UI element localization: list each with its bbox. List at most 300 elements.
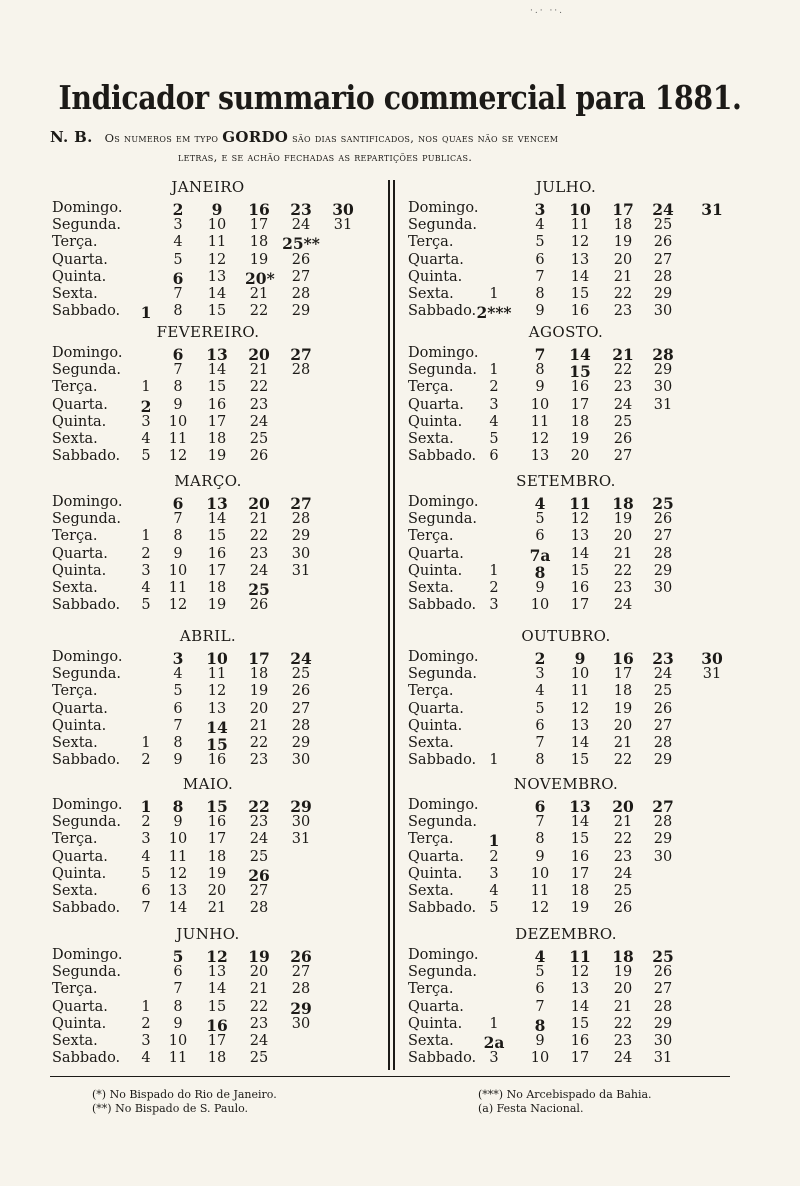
day-number: 7 xyxy=(173,717,183,734)
day-number: 23 xyxy=(249,752,269,769)
day-number: 1 xyxy=(489,286,499,302)
weekday-row xyxy=(52,701,392,718)
note-label: N. B. xyxy=(50,128,93,146)
day-number: 26 xyxy=(653,964,673,981)
month-name: ABRIL. xyxy=(179,627,237,645)
day-number: 30 xyxy=(291,545,311,562)
day-number: 10 xyxy=(530,865,550,882)
weekday-label: Domingo. xyxy=(52,345,123,361)
day-number: 28 xyxy=(653,268,673,285)
month-name: NOVEMBRO. xyxy=(513,775,619,793)
day-number: 30 xyxy=(291,1015,311,1032)
weekday-row xyxy=(52,735,392,752)
day-number: 30 xyxy=(653,303,673,320)
day-number: 4 xyxy=(173,666,183,683)
day-number: 6 xyxy=(535,981,545,998)
weekday-row xyxy=(52,1033,392,1050)
weekday-row xyxy=(408,200,748,217)
day-number: 25 xyxy=(613,413,633,430)
weekday-row xyxy=(52,1016,392,1033)
day-number: 13 xyxy=(569,797,591,816)
day-number: 8 xyxy=(173,735,183,751)
day-number: 16 xyxy=(207,814,227,831)
month-name: JULHO. xyxy=(535,178,597,196)
day-number: 9 xyxy=(173,1015,183,1032)
weekday-label: Terça. xyxy=(408,234,454,251)
day-number: 14 xyxy=(207,286,227,302)
weekday-row xyxy=(408,511,748,528)
day-number: 4 xyxy=(489,883,499,899)
day-number: 26 xyxy=(249,448,269,465)
day-number: 2 xyxy=(172,200,184,219)
day-number: 1 xyxy=(140,303,152,323)
day-number: 7 xyxy=(535,735,545,751)
weekday-row xyxy=(408,666,748,683)
weekday-label: Domingo. xyxy=(408,200,479,216)
month-name: SETEMBRO. xyxy=(516,472,616,490)
weekday-label: Segunda. xyxy=(408,666,478,683)
day-number: 7a xyxy=(529,545,551,565)
weekday-label: Sabbado. xyxy=(52,303,121,320)
day-number: 11 xyxy=(530,883,550,899)
weekday-row xyxy=(52,379,392,396)
weekday-row xyxy=(52,831,392,848)
day-number: 21 xyxy=(613,998,633,1015)
day-number: 8 xyxy=(534,1015,546,1035)
weekday-label: Terça. xyxy=(408,379,454,396)
day-number: 28 xyxy=(652,345,674,364)
day-number: 10 xyxy=(530,597,550,614)
day-number: 16 xyxy=(207,752,227,769)
weekday-row xyxy=(408,345,748,362)
day-number: 2a xyxy=(483,1033,505,1052)
day-number: 26 xyxy=(291,683,311,700)
weekday-row xyxy=(408,831,748,851)
day-number: 27 xyxy=(291,964,311,981)
weekday-label: Sabbado. xyxy=(52,597,121,614)
day-number: 20 xyxy=(612,797,634,816)
day-number: 3 xyxy=(489,597,499,614)
weekday-row xyxy=(408,597,748,614)
day-number: 8 xyxy=(535,831,545,848)
day-number: 11 xyxy=(569,494,591,513)
footnote-1: (*) No Bispado do Rio de Janeiro. xyxy=(92,1088,277,1101)
day-number: 9 xyxy=(535,580,545,596)
day-number: 4 xyxy=(141,1050,151,1067)
weekday-row xyxy=(408,701,748,718)
day-number: 25 xyxy=(652,947,674,966)
weekday-label: Quinta. xyxy=(408,1015,463,1032)
day-number: 2*** xyxy=(476,303,512,323)
day-number: 22 xyxy=(248,797,270,816)
day-number: 4 xyxy=(141,848,151,865)
day-number: 3 xyxy=(489,1050,499,1067)
day-number: 2 xyxy=(141,545,151,562)
day-number: 7 xyxy=(535,268,545,285)
day-number: 30 xyxy=(701,649,723,668)
day-number: 22 xyxy=(613,286,633,302)
note-block xyxy=(50,128,750,167)
day-number: 4 xyxy=(173,234,183,251)
weekday-label: Quarta. xyxy=(408,396,464,413)
day-number: 22 xyxy=(613,362,633,379)
weekday-label: Terça. xyxy=(52,528,98,545)
weekday-row xyxy=(52,252,392,269)
day-number: 20* xyxy=(245,268,275,288)
day-number: 20 xyxy=(248,494,270,513)
day-number: 12 xyxy=(168,448,188,465)
day-number: 12 xyxy=(168,597,188,614)
day-number: 23 xyxy=(652,649,674,668)
day-number: 17 xyxy=(207,413,227,430)
day-number: 7 xyxy=(534,345,546,364)
day-number: 16 xyxy=(207,396,227,413)
weekday-label: Quinta. xyxy=(52,268,107,285)
day-number: 23 xyxy=(613,379,633,396)
day-number: 15 xyxy=(570,752,590,769)
day-number: 20 xyxy=(207,883,227,899)
day-number: 2 xyxy=(489,580,499,596)
day-number: 28 xyxy=(653,814,673,831)
day-number: 20 xyxy=(613,528,633,545)
day-number: 2 xyxy=(141,814,151,831)
day-number: 11 xyxy=(168,431,188,447)
weekday-row xyxy=(408,362,748,382)
month-novembro xyxy=(408,775,748,917)
day-number: 24 xyxy=(249,831,269,848)
day-number: 23 xyxy=(613,580,633,596)
weekday-row xyxy=(408,797,748,814)
weekday-row xyxy=(52,849,392,866)
day-number: 28 xyxy=(291,511,311,528)
day-number: 18 xyxy=(570,413,590,430)
day-number: 26 xyxy=(290,947,312,966)
day-number: 29 xyxy=(291,303,311,320)
day-number: 19 xyxy=(249,683,269,700)
day-number: 22 xyxy=(249,303,269,320)
month-name: DEZEMBRO. xyxy=(515,925,617,943)
day-number: 10 xyxy=(168,562,188,579)
month-name: JUNHO. xyxy=(176,925,240,943)
day-number: 3 xyxy=(141,562,151,579)
month-abril xyxy=(52,627,392,769)
day-number: 21 xyxy=(249,981,269,998)
day-number: 13 xyxy=(570,981,590,998)
day-number: 8 xyxy=(173,528,183,545)
day-number: 18 xyxy=(249,234,269,251)
day-number: 17 xyxy=(249,217,269,234)
day-number: 25 xyxy=(291,666,311,683)
month-agosto xyxy=(408,323,748,465)
day-number: 29 xyxy=(291,528,311,545)
weekday-label: Terça. xyxy=(52,234,98,251)
weekday-label: Quarta. xyxy=(408,848,464,865)
day-number: 15 xyxy=(206,735,228,754)
day-number: 24 xyxy=(249,562,269,579)
weekday-label: Quinta. xyxy=(52,413,107,430)
day-number: 5 xyxy=(535,234,545,251)
weekday-label: Quinta. xyxy=(408,717,463,734)
weekday-label: Sabbado. xyxy=(408,448,477,465)
day-number: 28 xyxy=(291,286,311,302)
day-number: 2 xyxy=(141,1015,151,1032)
day-number: 13 xyxy=(570,251,590,268)
weekday-row xyxy=(52,397,392,414)
day-number: 17 xyxy=(207,562,227,579)
weekday-row xyxy=(52,866,392,883)
weekday-row xyxy=(408,649,748,666)
day-number: 27 xyxy=(653,251,673,268)
day-number: 14 xyxy=(570,735,590,751)
weekday-row xyxy=(408,580,748,597)
day-number: 5 xyxy=(172,947,184,966)
day-number: 19 xyxy=(207,865,227,882)
day-number: 18 xyxy=(612,947,634,966)
weekday-label: Sexta. xyxy=(408,431,454,447)
day-number: 28 xyxy=(291,981,311,998)
day-number: 11 xyxy=(569,947,591,966)
day-number: 9 xyxy=(535,848,545,865)
day-number: 15 xyxy=(570,286,590,302)
day-number: 5 xyxy=(141,865,151,882)
day-number: 27 xyxy=(653,717,673,734)
weekday-row xyxy=(408,379,748,396)
day-number: 7 xyxy=(535,998,545,1015)
day-number: 25 xyxy=(653,683,673,700)
day-number: 26 xyxy=(653,234,673,251)
weekday-row xyxy=(408,964,748,981)
day-number: 11 xyxy=(530,413,550,430)
day-number: 12 xyxy=(207,251,227,268)
day-number: 30 xyxy=(653,580,673,596)
day-number: 10 xyxy=(206,649,228,668)
weekday-row xyxy=(408,752,748,769)
month-maio xyxy=(52,775,392,917)
day-number: 27 xyxy=(653,981,673,998)
day-number: 14 xyxy=(207,511,227,528)
day-number: 25 xyxy=(248,580,270,599)
weekday-row xyxy=(408,217,748,234)
weekday-row xyxy=(52,900,392,917)
weekday-row xyxy=(52,200,392,217)
weekday-label: Quarta. xyxy=(408,998,464,1015)
day-number: 29 xyxy=(653,286,673,302)
weekday-label: Quarta. xyxy=(52,251,108,268)
day-number: 21 xyxy=(613,814,633,831)
day-number: 4 xyxy=(535,683,545,700)
day-number: 6 xyxy=(489,448,499,465)
weekday-row xyxy=(408,1050,748,1067)
weekday-row xyxy=(408,252,748,269)
weekday-label: Sabbado. xyxy=(408,303,477,320)
day-number: 1 xyxy=(141,379,151,396)
day-number: 19 xyxy=(249,251,269,268)
day-number: 15 xyxy=(206,797,228,816)
weekday-row xyxy=(52,546,392,563)
weekday-row xyxy=(408,397,748,414)
day-number: 28 xyxy=(653,735,673,751)
day-number: 4 xyxy=(534,494,546,513)
day-number: 21 xyxy=(249,511,269,528)
day-number: 12 xyxy=(206,947,228,966)
month-name: JANEIRO xyxy=(171,178,245,196)
day-number: 16 xyxy=(570,848,590,865)
day-number: 16 xyxy=(570,580,590,596)
weekday-row xyxy=(408,494,748,511)
weekday-row xyxy=(52,345,392,362)
day-number: 30 xyxy=(291,752,311,769)
day-number: 3 xyxy=(172,649,184,668)
weekday-label: Terça. xyxy=(52,683,98,700)
day-number: 16 xyxy=(206,1015,228,1035)
day-number: 29 xyxy=(653,752,673,769)
weekday-label: Terça. xyxy=(408,981,454,998)
weekday-label: Sexta. xyxy=(52,580,98,596)
day-number: 6 xyxy=(535,717,545,734)
weekday-label: Domingo. xyxy=(408,649,479,665)
weekday-row xyxy=(52,999,392,1016)
day-number: 5 xyxy=(535,700,545,717)
day-number: 9 xyxy=(574,649,586,668)
day-number: 18 xyxy=(207,1050,227,1067)
day-number: 8 xyxy=(534,562,546,582)
day-number: 1 xyxy=(489,362,499,379)
footnote-3: (***) No Arcebispado da Bahia. xyxy=(478,1088,652,1101)
day-number: 9 xyxy=(173,752,183,769)
weekday-label: Quarta. xyxy=(52,396,108,413)
day-number: 5 xyxy=(535,964,545,981)
day-number: 5 xyxy=(535,511,545,528)
day-number: 25 xyxy=(653,217,673,234)
day-number: 29 xyxy=(290,797,312,816)
day-number: 8 xyxy=(173,998,183,1015)
weekday-label: Sabbado. xyxy=(52,752,121,769)
weekday-row xyxy=(52,666,392,683)
day-number: 15 xyxy=(207,303,227,320)
day-number: 21 xyxy=(249,286,269,302)
weekday-label: Domingo. xyxy=(408,345,479,361)
day-number: 14 xyxy=(569,345,591,364)
day-number: 13 xyxy=(206,345,228,364)
weekday-row xyxy=(52,286,392,303)
month-name: FEVEREIRO. xyxy=(156,323,260,341)
weekday-label: Segunda. xyxy=(408,964,478,981)
day-number: 5 xyxy=(173,683,183,700)
day-number: 3 xyxy=(534,200,546,219)
day-number: 24 xyxy=(249,1033,269,1049)
weekday-row xyxy=(408,883,748,900)
weekday-row xyxy=(408,1033,748,1050)
weekday-row xyxy=(52,303,392,323)
day-number: 10 xyxy=(168,1033,188,1049)
weekday-row xyxy=(408,431,748,448)
day-number: 14 xyxy=(206,717,228,737)
day-number: 29 xyxy=(653,362,673,379)
weekday-label: Terça. xyxy=(52,831,98,848)
weekday-label: Quinta. xyxy=(408,413,463,430)
day-number: 16 xyxy=(570,1033,590,1049)
day-number: 14 xyxy=(207,981,227,998)
page-title: Indicador summario commercial para 1881. xyxy=(58,78,742,117)
weekday-row xyxy=(52,883,392,900)
day-number: 9 xyxy=(535,1033,545,1049)
weekday-row xyxy=(52,217,392,234)
day-number: 5 xyxy=(141,597,151,614)
day-number: 20 xyxy=(570,448,590,465)
weekday-label: Segunda. xyxy=(52,666,122,683)
weekday-row xyxy=(52,494,392,511)
day-number: 9 xyxy=(535,379,545,396)
day-number: 19 xyxy=(613,700,633,717)
weekday-label: Sexta. xyxy=(52,286,98,302)
day-number: 5 xyxy=(141,448,151,465)
day-number: 28 xyxy=(291,717,311,734)
day-number: 27 xyxy=(653,528,673,545)
day-number: 21 xyxy=(249,362,269,379)
day-number: 23 xyxy=(613,303,633,320)
weekday-label: Sexta. xyxy=(408,286,454,302)
day-number: 23 xyxy=(249,814,269,831)
day-number: 9 xyxy=(173,814,183,831)
day-number: 2 xyxy=(141,752,151,769)
day-number: 6 xyxy=(534,797,546,816)
day-number: 6 xyxy=(173,700,183,717)
day-number: 8 xyxy=(535,286,545,302)
day-number: 15 xyxy=(570,562,590,579)
day-number: 3 xyxy=(141,1033,151,1049)
day-number: 23 xyxy=(249,1015,269,1032)
day-number: 11 xyxy=(207,234,227,251)
day-number: 12 xyxy=(570,511,590,528)
weekday-label: Quarta. xyxy=(408,251,464,268)
note-text-after: são dias santificados, nos quaes não se vencem xyxy=(292,131,559,145)
day-number: 22 xyxy=(249,998,269,1015)
weekday-row xyxy=(52,234,392,254)
month-dezembro xyxy=(408,925,748,1067)
weekday-label: Domingo. xyxy=(52,649,123,665)
weekday-row xyxy=(408,563,748,580)
day-number: 6 xyxy=(172,494,184,513)
day-number: 22 xyxy=(613,831,633,848)
day-number: 11 xyxy=(168,580,188,596)
day-number: 15 xyxy=(570,831,590,848)
weekday-label: Segunda. xyxy=(52,217,122,234)
weekday-label: Quinta. xyxy=(52,562,107,579)
day-number: 27 xyxy=(291,700,311,717)
day-number: 1 xyxy=(489,752,499,769)
weekday-label: Sexta. xyxy=(52,1033,98,1049)
weekday-row xyxy=(408,269,748,286)
month-outubro xyxy=(408,627,748,769)
month-name: AGOSTO. xyxy=(528,323,604,341)
weekday-label: Segunda. xyxy=(408,511,478,528)
weekday-label: Sexta. xyxy=(408,735,454,751)
weekday-row xyxy=(52,511,392,528)
day-number: 9 xyxy=(211,200,223,219)
weekday-label: Domingo. xyxy=(52,200,123,216)
day-number: 7 xyxy=(173,981,183,998)
day-number: 21 xyxy=(613,735,633,751)
weekday-label: Quinta. xyxy=(52,1015,107,1032)
day-number: 21 xyxy=(249,717,269,734)
weekday-row xyxy=(52,981,392,998)
month-name: MAIO. xyxy=(182,775,234,793)
day-number: 28 xyxy=(249,900,269,917)
day-number: 12 xyxy=(168,865,188,882)
day-number: 20 xyxy=(613,717,633,734)
day-number: 17 xyxy=(207,831,227,848)
day-number: 26 xyxy=(613,431,633,447)
